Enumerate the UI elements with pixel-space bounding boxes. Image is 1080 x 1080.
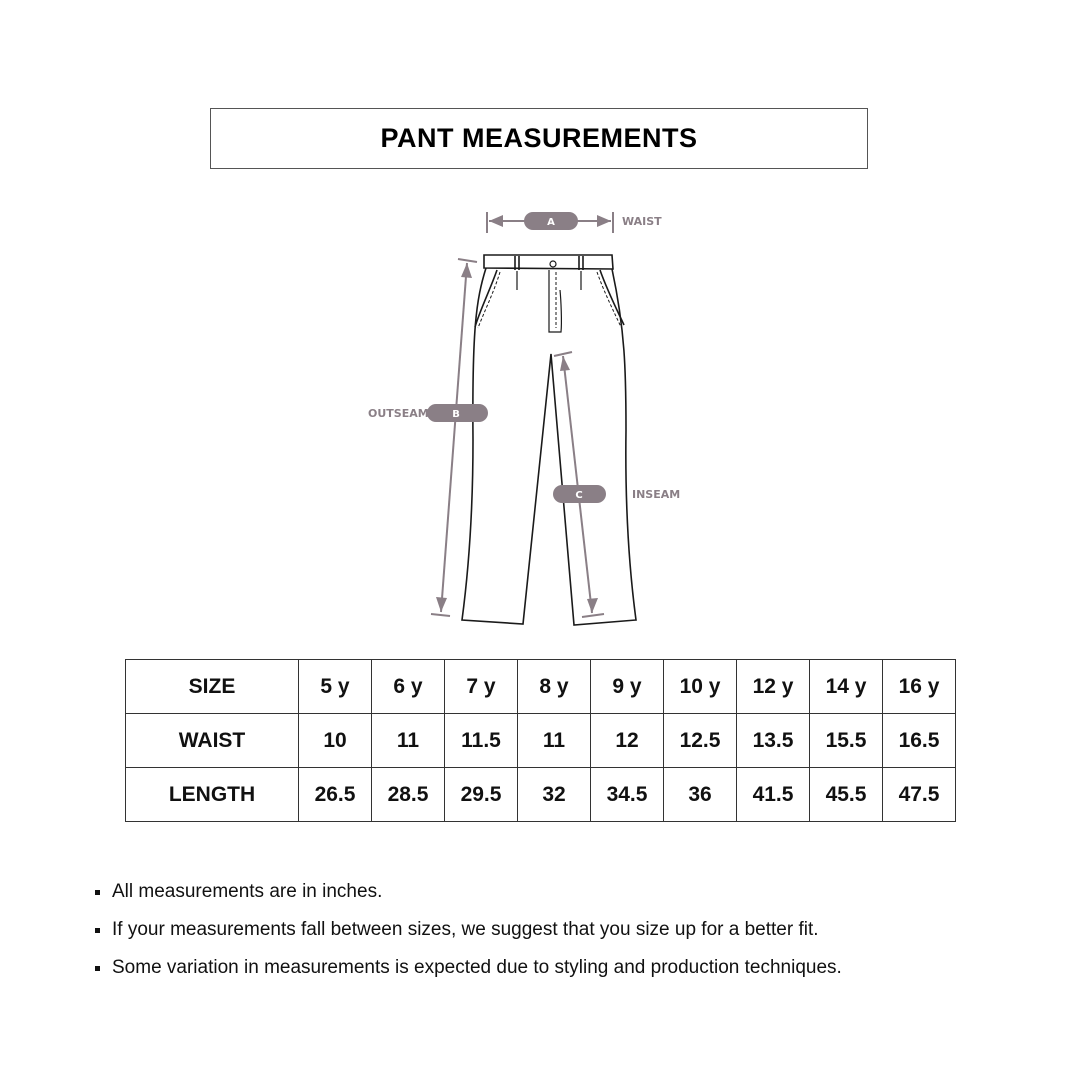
size-row-label: SIZE <box>126 660 299 714</box>
size-cell: 6 y <box>372 660 445 714</box>
inseam-measure <box>553 352 680 617</box>
inseam-letter: C <box>575 490 583 501</box>
waist-cell: 11 <box>372 714 445 768</box>
waist-letter: A <box>547 217 555 228</box>
note-text: Some variation in measurements is expected due to styling and production techniques. <box>112 957 842 978</box>
size-cell: 10 y <box>664 660 737 714</box>
waist-label: WAIST <box>622 215 662 228</box>
waist-row-label: WAIST <box>126 714 299 768</box>
page-title: PANT MEASUREMENTS <box>380 123 698 153</box>
waist-cell: 12 <box>591 714 664 768</box>
length-cell: 29.5 <box>445 768 518 822</box>
length-row <box>126 768 956 822</box>
note-text: All measurements are in inches. <box>112 881 383 902</box>
inseam-label: INSEAM <box>632 488 681 501</box>
length-cell: 34.5 <box>591 768 664 822</box>
length-cell: 26.5 <box>299 768 372 822</box>
pant-outline <box>462 255 636 625</box>
size-cell: 16 y <box>883 660 956 714</box>
length-cell: 32 <box>518 768 591 822</box>
waist-cell: 12.5 <box>664 714 737 768</box>
waist-cell: 11 <box>518 714 591 768</box>
size-cell: 12 y <box>737 660 810 714</box>
button-icon <box>550 261 556 267</box>
waist-cell: 15.5 <box>810 714 883 768</box>
waist-cell: 13.5 <box>737 714 810 768</box>
length-row-label: LENGTH <box>126 768 299 822</box>
bullet-icon <box>95 966 100 971</box>
waist-cell: 10 <box>299 714 372 768</box>
size-cell: 7 y <box>445 660 518 714</box>
size-cell: 8 y <box>518 660 591 714</box>
outseam-label: OUTSEAM <box>368 407 429 420</box>
outseam-letter: B <box>452 409 460 420</box>
size-cell: 9 y <box>591 660 664 714</box>
waist-cell: 11.5 <box>445 714 518 768</box>
size-cell: 5 y <box>299 660 372 714</box>
length-cell: 45.5 <box>810 768 883 822</box>
size-cell: 14 y <box>810 660 883 714</box>
note-item <box>95 914 842 952</box>
bullet-icon <box>95 890 100 895</box>
note-item <box>95 952 842 990</box>
note-text: If your measurements fall between sizes, we suggest that you size up for a better fit. <box>112 919 819 940</box>
length-cell: 28.5 <box>372 768 445 822</box>
size-chart-table <box>125 659 956 822</box>
waist-measure <box>487 212 662 233</box>
bullet-icon <box>95 928 100 933</box>
waist-row <box>126 714 956 768</box>
length-cell: 41.5 <box>737 768 810 822</box>
note-item <box>95 876 842 914</box>
notes-list <box>95 876 842 990</box>
waist-cell: 16.5 <box>883 714 956 768</box>
outseam-measure <box>368 259 488 616</box>
size-header-row <box>126 660 956 714</box>
length-cell: 36 <box>664 768 737 822</box>
length-cell: 47.5 <box>883 768 956 822</box>
